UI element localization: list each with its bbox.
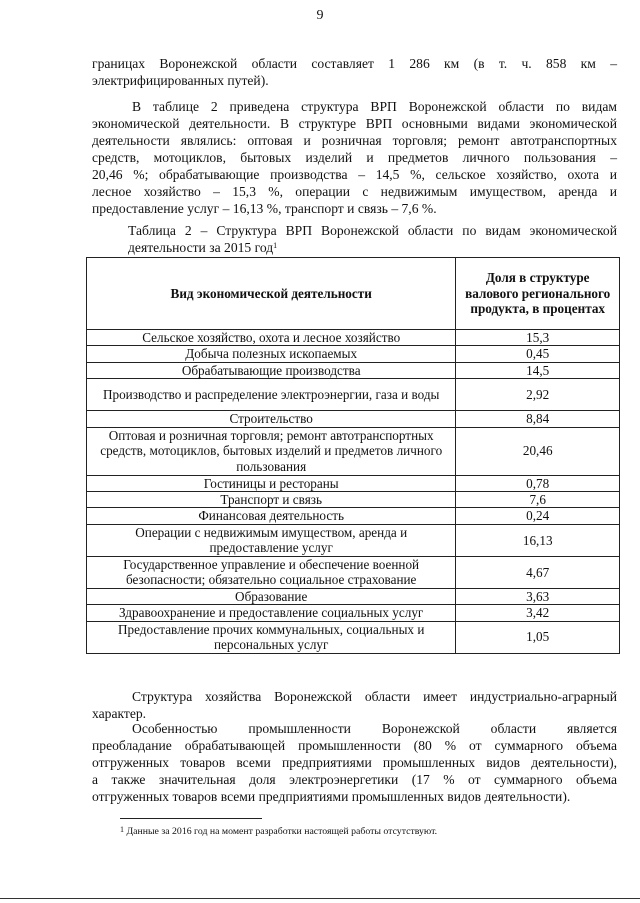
table-row [87,362,620,378]
cell-activity: Сельское хозяйство, охота и лесное хозяйство [87,330,456,346]
table-row [87,524,620,556]
paragraph-economy-character [92,688,617,722]
table-row [87,330,620,346]
page-number: 9 [316,8,324,23]
cell-share: 0,45 [456,346,620,362]
paragraph-industry [92,720,617,805]
text-line: лесное хозяйство – 15,3 %, операции с недвижимым имуществом, аренда и [92,184,617,199]
text-line: отгруженных товаров всеми предприятиями промышленных видов деятельности). [92,789,571,804]
table-row [87,427,620,475]
header-activity: Вид экономической деятельности [87,258,456,330]
text-line: деятельности являлись: оптовая и розничная торговля; ремонт автотранспортных [92,133,617,148]
table-row [87,605,620,621]
footnote-separator [120,818,262,819]
cell-activity: Производство и распределение электроэнергии, газа и воды [87,379,456,411]
text-line: 20,46 %; обрабатывающие производства – 14,5 %, сельское хозяйство, охота и [92,167,617,182]
table-caption [128,222,617,256]
caption-text: деятельности за 2015 год [128,240,274,255]
cell-activity: Оптовая и розничная торговля; ремонт автотранспортных средств, мотоциклов, бытовых изделий и предметов личного пользования [87,427,456,475]
cell-share: 3,42 [456,605,620,621]
paragraph-grp-structure [92,98,617,217]
table-row [87,475,620,491]
cell-share: 4,67 [456,556,620,588]
cell-activity: Операции с недвижимым имуществом, аренда и предоставление услуг [87,524,456,556]
text-line: Структура хозяйства Воронежской области имеет индустриально-аграрный [132,689,617,704]
table-row [87,556,620,588]
paragraph-railway-length [92,55,617,89]
cell-share: 7,6 [456,492,620,508]
text-line: границах Воронежской области составляет 1 286 км (в т. ч. 858 км – [92,56,617,71]
text-line: электрифицированных путей). [92,73,269,88]
page-bottom-border [0,898,640,899]
cell-share: 2,92 [456,379,620,411]
cell-share: 8,84 [456,411,620,427]
table-row [87,492,620,508]
cell-activity: Здравоохранение и предоставление социальных услуг [87,605,456,621]
cell-activity: Строительство [87,411,456,427]
text-line: отгруженных товаров всеми предприятиями промышленных видов деятельности), [92,755,617,770]
cell-share: 20,46 [456,427,620,475]
caption-line: Таблица 2 – Структура ВРП Воронежской области по видам экономической [128,223,617,238]
text-line: характер. [92,706,147,721]
footnote-text: Данные за 2016 год на момент разработки настоящей работы отсутствуют. [126,826,438,837]
caption-line [128,239,617,256]
cell-share: 0,78 [456,475,620,491]
footnote-mark: 1 [120,825,124,834]
cell-activity: Государственное управление и обеспечение военной безопасности; обязательно социальное страхование [87,556,456,588]
footnote-reference: 1 [273,241,278,250]
cell-share: 3,63 [456,588,620,604]
cell-activity: Транспорт и связь [87,492,456,508]
grp-structure-table [86,257,620,654]
cell-share: 1,05 [456,621,620,653]
text-line: В таблице 2 приведена структура ВРП Воронежской области по видам [132,99,617,114]
cell-activity: Предоставление прочих коммунальных, социальных и персональных услуг [87,621,456,653]
cell-share: 0,24 [456,508,620,524]
header-share: Доля в структуре валового регионального продукта, в процентах [456,258,620,330]
footnote [120,826,437,838]
table-row [87,508,620,524]
table-header-row [87,258,620,330]
text-line: а также значительная доля электроэнергетики (17 % от суммарного объема [92,772,617,787]
table-row [87,588,620,604]
cell-activity: Обрабатывающие производства [87,362,456,378]
cell-activity: Образование [87,588,456,604]
text-line: преобладание обрабатывающей промышленности (80 % от суммарного объема [92,738,617,753]
table-row [87,621,620,653]
cell-share: 16,13 [456,524,620,556]
cell-activity: Добыча полезных ископаемых [87,346,456,362]
text-line: средств, мотоциклов, бытовых изделий и предметов личного пользования – [92,150,617,165]
table-row [87,346,620,362]
text-line: Особенностью промышленности Воронежской области является [132,721,617,736]
text-line: экономической деятельности. В структуре ВРП основными видами экономической [92,116,617,131]
cell-activity: Финансовая деятельность [87,508,456,524]
cell-activity: Гостиницы и рестораны [87,475,456,491]
table-row [87,379,620,411]
cell-share: 15,3 [456,330,620,346]
cell-share: 14,5 [456,362,620,378]
table-row [87,411,620,427]
text-line: предоставление услуг – 16,13 %, транспорт и связь – 7,6 %. [92,201,437,216]
